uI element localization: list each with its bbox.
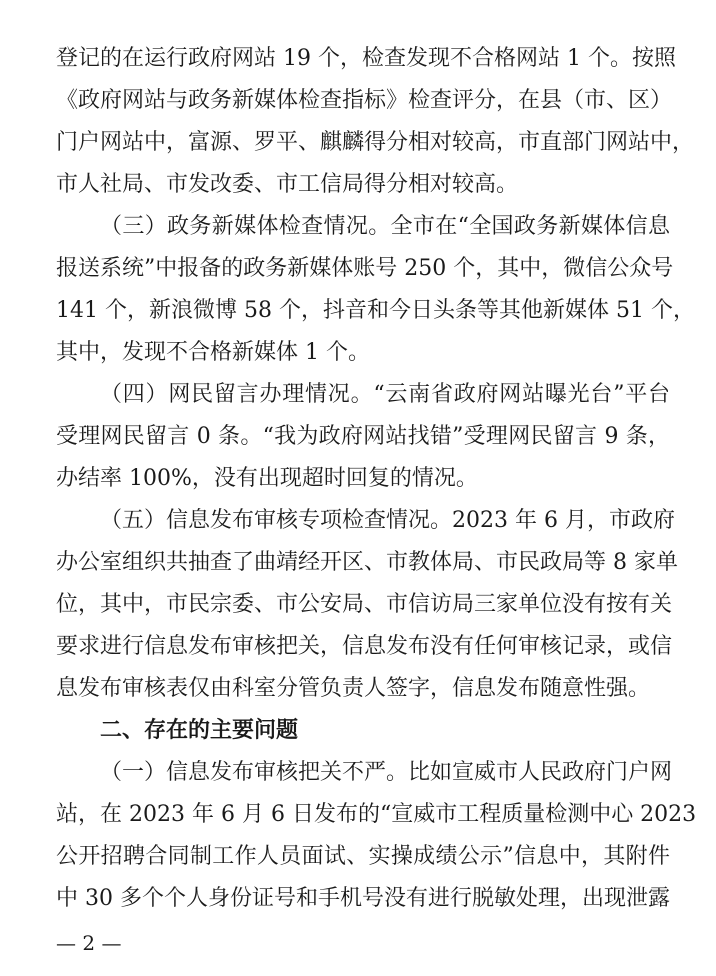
text-line: 受理网民留言 0 条。“我为政府网站找错”受理网民留言 9 条， <box>56 424 670 449</box>
section-heading-4: （四）网民留言办理情况。“云南省政府网站曝光台”平台 <box>100 382 670 407</box>
section-heading-5: （五）信息发布审核专项检查情况。2023 年 6 月，市政府 <box>100 508 675 533</box>
page-number: — 2 — <box>56 931 122 955</box>
text-line: 其中，发现不合格新媒体 1 个。 <box>56 340 370 365</box>
chapter-heading: 二、存在的主要问题 <box>100 718 299 743</box>
text-line: 中 30 多个个人身份证号和手机号没有进行脱敏处理，出现泄露 <box>56 886 670 911</box>
text-line: 公开招聘合同制工作人员面试、实操成绩公示”信息中，其附件 <box>56 844 670 869</box>
text-line: 登记的在运行政府网站 19 个，检查发现不合格网站 1 个。按照 <box>56 46 676 71</box>
text-line: 站，在 2023 年 6 月 6 日发布的“宣威市工程质量检测中心 2023 <box>56 802 697 827</box>
text-line: 办公室组织共抽查了曲靖经开区、市教体局、市民政局等 8 家单 <box>56 550 678 575</box>
section-heading-1: （一）信息发布审核把关不严。比如宣威市人民政府门户网 <box>100 760 673 785</box>
text-line: 141 个，新浪微博 58 个，抖音和今日头条等其他新媒体 51 个， <box>56 298 695 323</box>
text-line: 息发布审核表仅由科室分管负责人签字，信息发布随意性强。 <box>56 676 651 701</box>
text-line: 市人社局、市发改委、市工信局得分相对较高。 <box>56 172 519 197</box>
text-line: 位，其中，市民宗委、市公安局、市信访局三家单位没有按有关 <box>56 592 673 617</box>
section-heading-3: （三）政务新媒体检查情况。全市在“全国政务新媒体信息 <box>100 214 670 239</box>
text-line: 《政府网站与政务新媒体检查指标》检查评分，在县（市、区） <box>56 88 673 113</box>
text-line: 要求进行信息发布审核把关，信息发布没有任何审核记录，或信 <box>56 634 673 659</box>
text-line: 门户网站中，富源、罗平、麒麟得分相对较高，市直部门网站中， <box>56 130 695 155</box>
text-line: 办结率 100%，没有出现超时回复的情况。 <box>56 466 478 491</box>
text-line: 报送系统”中报备的政务新媒体账号 250 个，其中，微信公众号 <box>56 256 674 281</box>
